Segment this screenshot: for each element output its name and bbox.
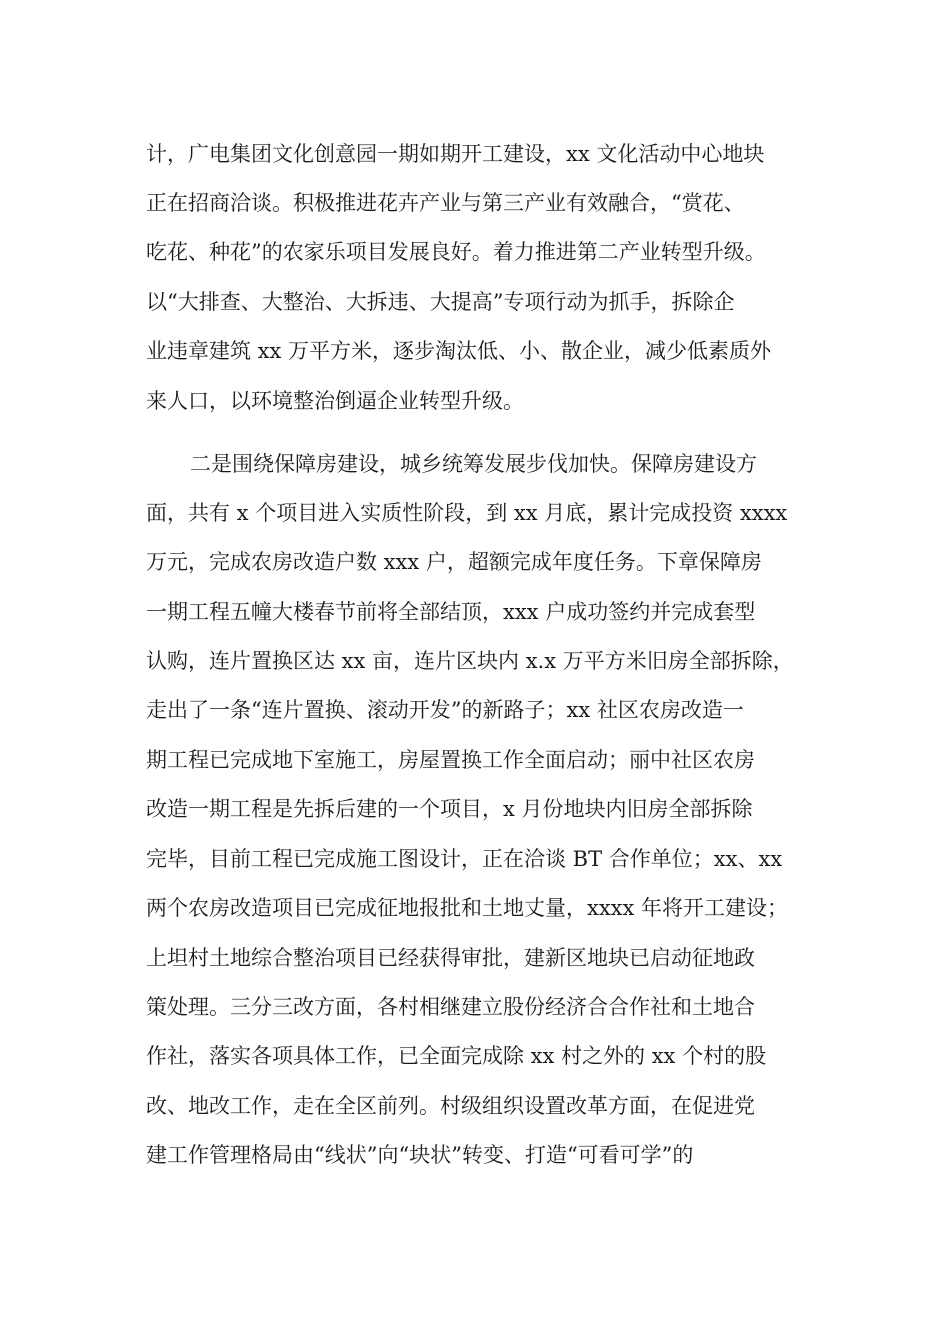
paragraph-first-line: 二是围绕保障房建设，城乡统筹发展步伐加快。保障房建设方 [190, 452, 757, 476]
text-line: 两个农房改造项目已完成征地报批和土地丈量，xxxx 年将开工建设； [146, 896, 789, 920]
text-line: 走出了一条“连片置换、滚动开发”的新路子；xx 社区农房改造一 [146, 698, 744, 722]
text-line: 业违章建筑 xx 万平方米，逐步淘汰低、小、散企业，减少低素质外 [146, 339, 772, 363]
text-line: 来人口，以环境整治倒逼企业转型升级。 [146, 389, 524, 413]
text-line: 策处理。三分三改方面，各村相继建立股份经济合合作社和土地合 [146, 995, 755, 1019]
text-line: 一期工程五幢大楼春节前将全部结顶，xxx 户成功签约并完成套型 [146, 600, 756, 624]
text-line: 改造一期工程是先拆后建的一个项目，x 月份地块内旧房全部拆除 [146, 797, 753, 821]
text-line: 吃花、种花”的农家乐项目发展良好。着力推进第二产业转型升级。 [146, 240, 766, 264]
text-line: 认购，连片置换区达 xx 亩，连片区块内 x.x 万平方米旧房全部拆除， [146, 649, 794, 673]
text-line: 万元，完成农房改造户数 xxx 户，超额完成年度任务。下章保障房 [146, 550, 762, 574]
text-line: 计，广电集团文化创意园一期如期开工建设，xx 文化活动中心地块 [146, 142, 765, 166]
text-line: 建工作管理格局由“线状”向“块状”转变、打造“可看可学”的 [146, 1143, 694, 1167]
text-line: 作社，落实各项具体工作，已全面完成除 xx 村之外的 xx 个村的股 [146, 1044, 767, 1068]
text-line: 面，共有 x 个项目进入实质性阶段，到 xx 月底，累计完成投资 xxxx [146, 501, 788, 525]
text-line: 以“大排查、大整治、大拆违、大提高”专项行动为抓手，拆除企 [146, 290, 735, 314]
text-line: 完毕，目前工程已完成施工图设计，正在洽谈 BT 合作单位；xx、xx [146, 847, 783, 871]
text-line: 期工程已完成地下室施工，房屋置换工作全面启动；丽中社区农房 [146, 748, 755, 772]
text-line: 改、地改工作，走在全区前列。村级组织设置改革方面，在促进党 [146, 1094, 755, 1118]
text-line: 正在招商洽谈。积极推进花卉产业与第三产业有效融合，“赏花、 [146, 191, 745, 215]
text-line: 上坦村土地综合整治项目已经获得审批，建新区地块已启动征地政 [146, 946, 755, 970]
